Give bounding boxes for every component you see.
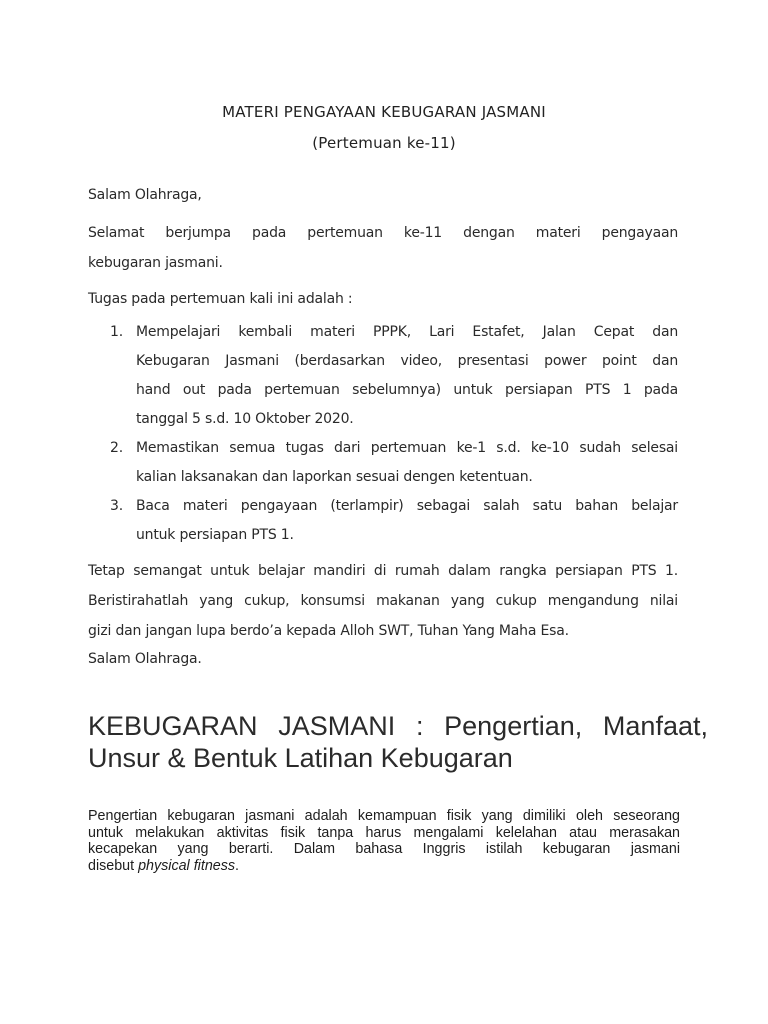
section-heading-line: KEBUGARAN JASMANI : Pengertian, Manfaat, xyxy=(88,711,708,741)
definition-paragraph xyxy=(88,808,680,874)
definition-line xyxy=(88,858,680,875)
section-heading-line: Unsur & Bentuk Latihan Kebugaran xyxy=(88,743,513,773)
definition-line: untuk melakukan aktivitas fisik tanpa harus mengalami kelelahan atau merasakan xyxy=(88,824,680,841)
intro-line: Selamat berjumpa pada pertemuan ke-11 dengan materi pengayaan xyxy=(88,225,678,241)
task-line: kalian laksanakan dan laporkan sesuai dengen ketentuan. xyxy=(136,469,533,485)
definition-term: physical fitness xyxy=(138,857,236,874)
task-line: untuk persiapan PTS 1. xyxy=(136,527,294,543)
document-subtitle: (Pertemuan ke-11) xyxy=(312,134,456,152)
greeting: Salam Olahraga, xyxy=(88,187,202,203)
closing-line: gizi dan jangan lupa berdo’a kepada Alloh SWT, Tuhan Yang Maha Esa. xyxy=(88,623,569,639)
task-line: tanggal 5 s.d. 10 Oktober 2020. xyxy=(136,411,354,427)
definition-prefix: disebut xyxy=(88,857,139,874)
task-item xyxy=(110,492,678,550)
task-line: Kebugaran Jasmani (berdasarkan video, presentasi power point dan xyxy=(136,353,678,369)
task-item xyxy=(110,434,678,492)
task-intro: Tugas pada pertemuan kali ini adalah : xyxy=(88,291,353,307)
definition-line: kecapekan yang berarti. Dalam bahasa Inggris istilah kebugaran jasmani xyxy=(88,841,680,857)
section-heading xyxy=(88,710,708,774)
definition-line: Pengertian kebugaran jasmani adalah kemampuan fisik yang dimiliki oleh seseorang xyxy=(88,808,680,824)
task-number: 2. xyxy=(110,440,123,456)
document-title: MATERI PENGAYAAN KEBUGARAN JASMANI xyxy=(222,103,546,121)
task-list xyxy=(110,318,678,550)
closing-line: Salam Olahraga. xyxy=(88,651,202,667)
definition-suffix: . xyxy=(235,857,240,874)
task-number: 3. xyxy=(110,498,123,514)
task-number: 1. xyxy=(110,324,123,340)
task-line: Mempelajari kembali materi PPPK, Lari Estafet, Jalan Cepat dan xyxy=(136,324,678,340)
closing-paragraph xyxy=(88,556,678,672)
intro-line: kebugaran jasmani. xyxy=(88,255,223,271)
intro-paragraph xyxy=(88,218,678,278)
task-line: Memastikan semua tugas dari pertemuan ke-1 s.d. ke-10 sudah selesai xyxy=(136,440,678,456)
task-line: hand out pada pertemuan sebelumnya) untuk persiapan PTS 1 pada xyxy=(136,382,678,398)
task-line: Baca materi pengayaan (terlampir) sebagai salah satu bahan belajar xyxy=(136,498,678,514)
closing-line: Beristirahatlah yang cukup, konsumsi makanan yang cukup mengandung nilai xyxy=(88,593,678,609)
closing-line: Tetap semangat untuk belajar mandiri di rumah dalam rangka persiapan PTS 1. xyxy=(88,563,678,579)
task-item xyxy=(110,318,678,434)
